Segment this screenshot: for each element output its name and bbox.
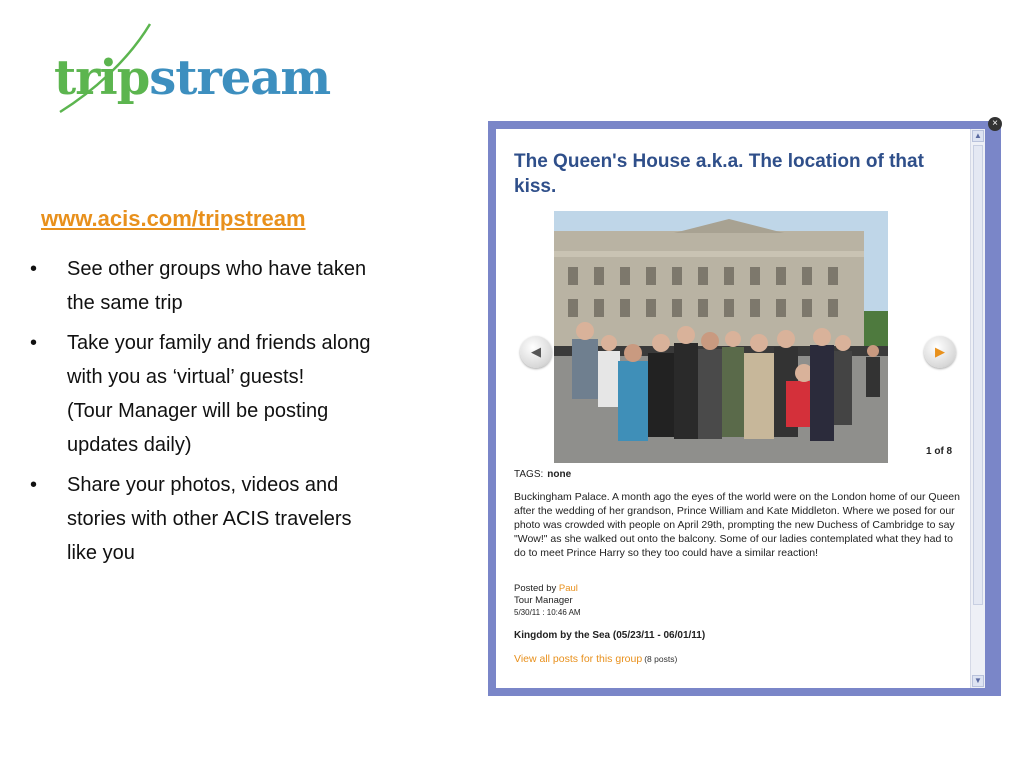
list-item: • See other groups who have taken the same trip	[30, 252, 440, 320]
posted-by-label: Posted by	[514, 583, 557, 594]
logo-wordmark	[54, 50, 331, 106]
scroll-up-icon[interactable]: ▲	[972, 130, 984, 142]
post-count: (8 posts)	[644, 654, 678, 664]
feature-list	[30, 252, 440, 576]
post-screenshot-panel	[488, 118, 1001, 696]
bullet-icon: •	[30, 258, 38, 280]
post-meta	[514, 583, 581, 619]
arrow-right-icon: ▶	[935, 344, 945, 359]
close-icon[interactable]: ×	[988, 117, 1002, 131]
vertical-scrollbar[interactable]	[970, 129, 985, 688]
scroll-down-icon[interactable]: ▼	[972, 675, 984, 687]
next-photo-button[interactable]	[924, 336, 956, 368]
trip-group-name: Kingdom by the Sea (05/23/11 - 06/01/11)	[514, 630, 706, 641]
author-role: Tour Manager	[514, 595, 573, 606]
tags-value: none	[547, 469, 572, 480]
list-item: • Take your family and friends along with you as ‘virtual’ guests! (Tour Manager will be posting updates daily)	[30, 326, 440, 462]
post-description: Buckingham Palace. A month ago the eyes of the world were on the London home of our Queen after the wedding of her grandson, Prince William and Kate Middleton. Where we posed for our photo was crowded with people on April 29th, prompting the new Duchess of Cambridge to say "Wow!" as she walked out onto the balcony. Some of our ladies contemplated what they had to do to meet Prince Harry so they too could have a similar reaction!	[514, 491, 960, 559]
tags-label: TAGS:	[514, 469, 544, 480]
view-all-posts-link[interactable]: View all posts for this group	[514, 653, 643, 665]
scrollbar-thumb[interactable]	[973, 145, 983, 605]
post-datetime: 5/30/11 : 10:46 AM	[514, 608, 581, 617]
tripstream-link[interactable]: www.acis.com/tripstream	[41, 206, 306, 231]
list-item: • Share your photos, videos and stories with other ACIS travelers like you	[30, 468, 440, 570]
author-link[interactable]: Paul	[558, 583, 578, 594]
post-photo	[554, 211, 888, 463]
post-title: The Queen's House a.k.a. The location of that kiss.	[514, 151, 924, 197]
logo-trip: trip	[54, 50, 150, 106]
tripstream-logo	[52, 22, 372, 118]
bullet-icon: •	[30, 474, 38, 496]
bullet-icon: •	[30, 332, 38, 354]
view-all-posts	[514, 653, 677, 665]
post-tags	[514, 469, 571, 480]
previous-photo-button[interactable]	[520, 336, 552, 368]
palace-photo-illustration	[554, 211, 888, 463]
logo-stream: stream	[149, 50, 331, 106]
arrow-left-icon: ◀	[531, 344, 541, 359]
photo-counter: 1 of 8	[926, 446, 953, 457]
post-content	[496, 129, 985, 688]
